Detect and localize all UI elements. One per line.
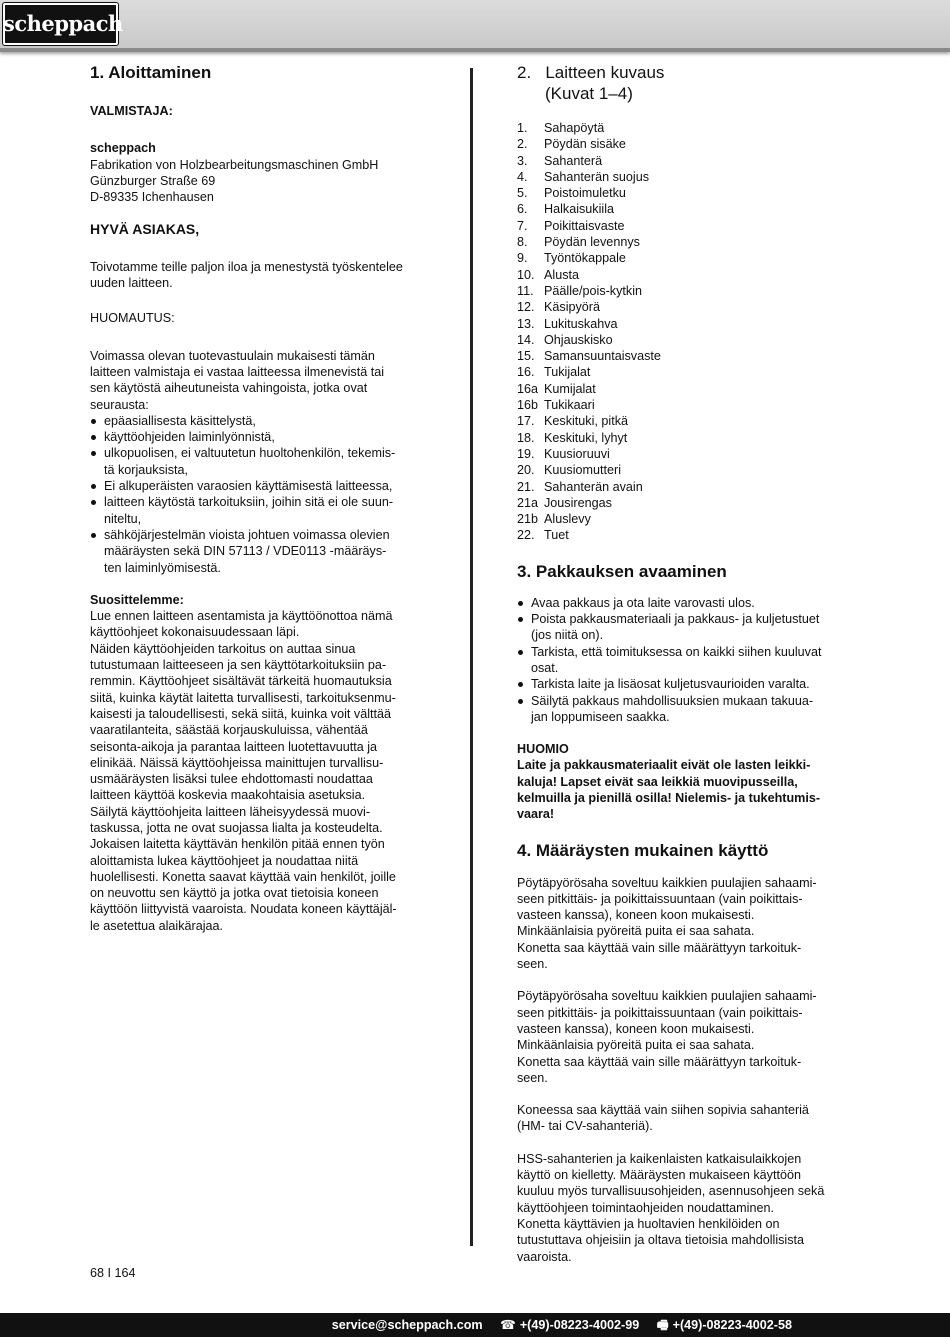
list-item: ulkopuolisen, ei valtuutetun huoltohenkilön, tekemis- tä korjauksista,: [90, 445, 440, 478]
list-item: 5. Poistoimuletku: [517, 186, 626, 201]
list-item: 7. Poikittaisvaste: [517, 218, 625, 233]
list-item: Avaa pakkaus ja ota laite varovasti ulos.: [517, 595, 857, 611]
footer-bar: [0, 1313, 950, 1337]
warning-text: Laite ja pakkausmateriaalit eivät ole lasten leikki- kaluja! Lapset eivät saa leikkiä muovipusseilla, kelmuilla ja pienillä osilla! Nielemis- ja tukehtumis- vaara!: [517, 758, 821, 822]
page-number: 68 I 164: [90, 1266, 136, 1280]
scheppach-logo: scheppach: [3, 3, 118, 45]
phone-icon: ☎: [500, 1318, 516, 1332]
list-item: 4. Sahanterän suojus: [517, 169, 650, 184]
column-divider: [470, 68, 473, 1246]
notice-label: HUOMAUTUS:: [90, 311, 175, 326]
notice-bullet-list: [90, 413, 440, 576]
recommend-text: Lue ennen laitteen asentamista ja käyttöönottoa nämä käyttöohjeet kokonaisuudessaan läpi. Näiden käyttöohjeiden tarkoitus on auttaa sinua tutustumaan laitteeseen ja sen käyttötarkoituksiin pa- remmin. Käyttöohjeet sisältävät tärkeitä huomautuksia siitä, kuinka käytät laitetta turvallisesti, tarkoituksenmu- kaisesti ja taloudellisesti, sekä siitä, kuinka voit välttää vaaratilanteita, säästää korjauskuluissa, vähentää seisonta-aikoja ja parantaa laitteen luotettavuutta ja elinikää. Näissä käyttöohjeissa mainittujen turvallisu- usmääräysten lisäksi tulee ehdottomasti noudattaa laitteen käyttöä koskevia maakohtaisia asetuksia. Säilytä käyttöohjeita laitteen läheisyydessä muovi- taskussa, jotta ne ovat suojassa lialta ja kosteudelta. Jokaisen laitetta käyttävän henkilön pitää ennen työn aloittamista lukea käyttöohjeet ja noudattaa niitä huolellisesti. Konetta saavat käyttää vain henkilöt, joille on neuvottu sen käyttö ja jotka ovat tietoisia koneen käyttöön liittyvistä vaaroista. Noudata koneen käyttäjäl- le asetettua alaikärajaa.: [90, 609, 397, 933]
list-item: 8. Pöydän levennys: [517, 235, 640, 250]
section-2-title: 2. Laitteen kuvaus (Kuvat 1–4): [517, 63, 665, 103]
recommend-label: Suosittelemme:: [90, 592, 184, 607]
list-item: 1. Sahapöytä: [517, 121, 605, 135]
list-item: 21. Sahanterän avain: [517, 479, 643, 494]
phone-number[interactable]: +(49)-08223-4002-99: [519, 1318, 640, 1332]
fax-icon: 🖷: [656, 1318, 669, 1332]
unpacking-bullet-list: [517, 595, 857, 725]
list-item: Poista pakkausmateriaali ja pakkaus- ja kuljetustuet (jos niitä on).: [517, 611, 857, 644]
list-item: 6. Halkaisukiila: [517, 202, 614, 217]
list-item: 16a Kumijalat: [517, 381, 596, 396]
list-item: 18. Keskituki, lyhyt: [517, 430, 628, 445]
list-item: 13. Lukituskahva: [517, 316, 618, 331]
company-address: Fabrikation von Holzbearbeitungsmaschinen GmbH Günzburger Straße 69 D-89335 Ichenhausen: [90, 157, 379, 205]
section-4-title: 4. Määräysten mukainen käyttö: [517, 840, 769, 860]
list-item: Säilytä pakkaus mahdollisuuksien mukaan takuua- jan loppumiseen saakka.: [517, 693, 857, 726]
parts-list: [517, 120, 857, 544]
list-item: 2. Pöydän sisäke: [517, 137, 626, 152]
fax-number: +(49)-08223-4002-58: [672, 1318, 792, 1332]
list-item: epäasiallisesta käsittelystä,: [90, 413, 440, 429]
list-item: 9. Työntökappale: [517, 251, 626, 266]
list-item: 12. Käsipyörä: [517, 300, 601, 315]
list-item: 3. Sahanterä: [517, 153, 603, 168]
notice-text: Voimassa olevan tuotevastuulain mukaisesti tämän laitteen valmistaja ei vastaa laitteessa ilmenevistä tai sen käytöstä aiheutuneista vahingoista, jotka ovat seurausta:: [90, 348, 384, 412]
left-column: [90, 62, 440, 934]
list-item: 10. Alusta: [517, 267, 580, 282]
list-item: Ei alkuperäisten varaosien käyttämisestä laitteessa,: [90, 478, 440, 494]
list-item: 15. Samansuuntaisvaste: [517, 349, 661, 364]
list-item: 16. Tukijalat: [517, 365, 591, 380]
company-name: scheppach: [90, 141, 156, 156]
list-item: sähköjärjestelmän vioista johtuen voimassa olevien määräysten sekä DIN 57113 / VDE0113 -määräys- ten laiminlyömisestä.: [90, 527, 440, 576]
list-item: Tarkista, että toimituksessa on kaikki siihen kuuluvat osat.: [517, 644, 857, 677]
usage-paragraph-2: Pöytäpyörösaha soveltuu kaikkien puulajien sahaami- seen pitkittäis- ja poikittaissuuntaan (vain poikittais- vasteen kanssa), koneen koon mukaisesti. Minkäänlaisia pyöreitä puita ei saa sahata. Konetta saa käyttää vain sille määrättyyn tarkoituk- seen.: [517, 989, 817, 1085]
manufacturer-label: VALMISTAJA:: [90, 104, 173, 118]
list-item: 19. Kuusioruuvi: [517, 446, 610, 461]
section-3-title: 3. Pakkauksen avaaminen: [517, 561, 727, 581]
usage-paragraph-3: Koneessa saa käyttää vain siihen sopivia sahanteriä (HM- tai CV-sahanteriä).: [517, 1103, 809, 1134]
list-item: laitteen käytöstä tarkoituksiin, joihin sitä ei ole suun- niteltu,: [90, 494, 440, 527]
greeting: HYVÄ ASIAKAS,: [90, 221, 200, 238]
list-item: 14. Ohjauskisko: [517, 332, 613, 347]
list-item: 21a Jousirengas: [517, 495, 612, 510]
list-item: Tarkista laite ja lisäosat kuljetusvaurioiden varalta.: [517, 676, 857, 692]
list-item: 22. Tuet: [517, 528, 569, 543]
list-item: 20. Kuusiomutteri: [517, 463, 621, 478]
intro-text: Toivotamme teille paljon iloa ja menestystä työskentelee uuden laitteen.: [90, 259, 403, 291]
list-item: 16b Tukikaari: [517, 398, 595, 413]
usage-paragraph-4: HSS-sahanterien ja kaikenlaisten katkaisulaikkojen käyttö on kielletty. Määräysten mukaiseen käyttöön kuuluu myös turvallisuusohjeiden, asennusohjeen sekä käyttöohjeen toimintaohjeiden noudattaminen. Konetta käyttävien ja huoltavien henkilöiden on tutustuttava ohjeisiin ja oltava tietoisia mahdollisista vaaroista.: [517, 1151, 825, 1264]
list-item: 17. Keskituki, pitkä: [517, 414, 628, 429]
list-item: käyttöohjeiden laiminlyönnistä,: [90, 429, 440, 445]
header-bar: [0, 0, 950, 52]
section-1-title: 1. Aloittaminen: [90, 63, 212, 82]
service-email-link[interactable]: service@scheppach.com: [331, 1318, 483, 1332]
list-item: 11. Päälle/pois-kytkin: [517, 283, 642, 298]
warning-label: HUOMIO: [517, 742, 569, 757]
right-column: [517, 62, 857, 1265]
list-item: 21b Aluslevy: [517, 512, 591, 527]
usage-paragraph-1: Pöytäpyörösaha soveltuu kaikkien puulajien sahaami- seen pitkittäis- ja poikittaissuuntaan (vain poikittais- vasteen kanssa), koneen koon mukaisesti. Minkäänlaisia pyöreitä puita ei saa sahata. Konetta saa käyttää vain sille määrättyyn tarkoituk- seen.: [517, 875, 817, 972]
